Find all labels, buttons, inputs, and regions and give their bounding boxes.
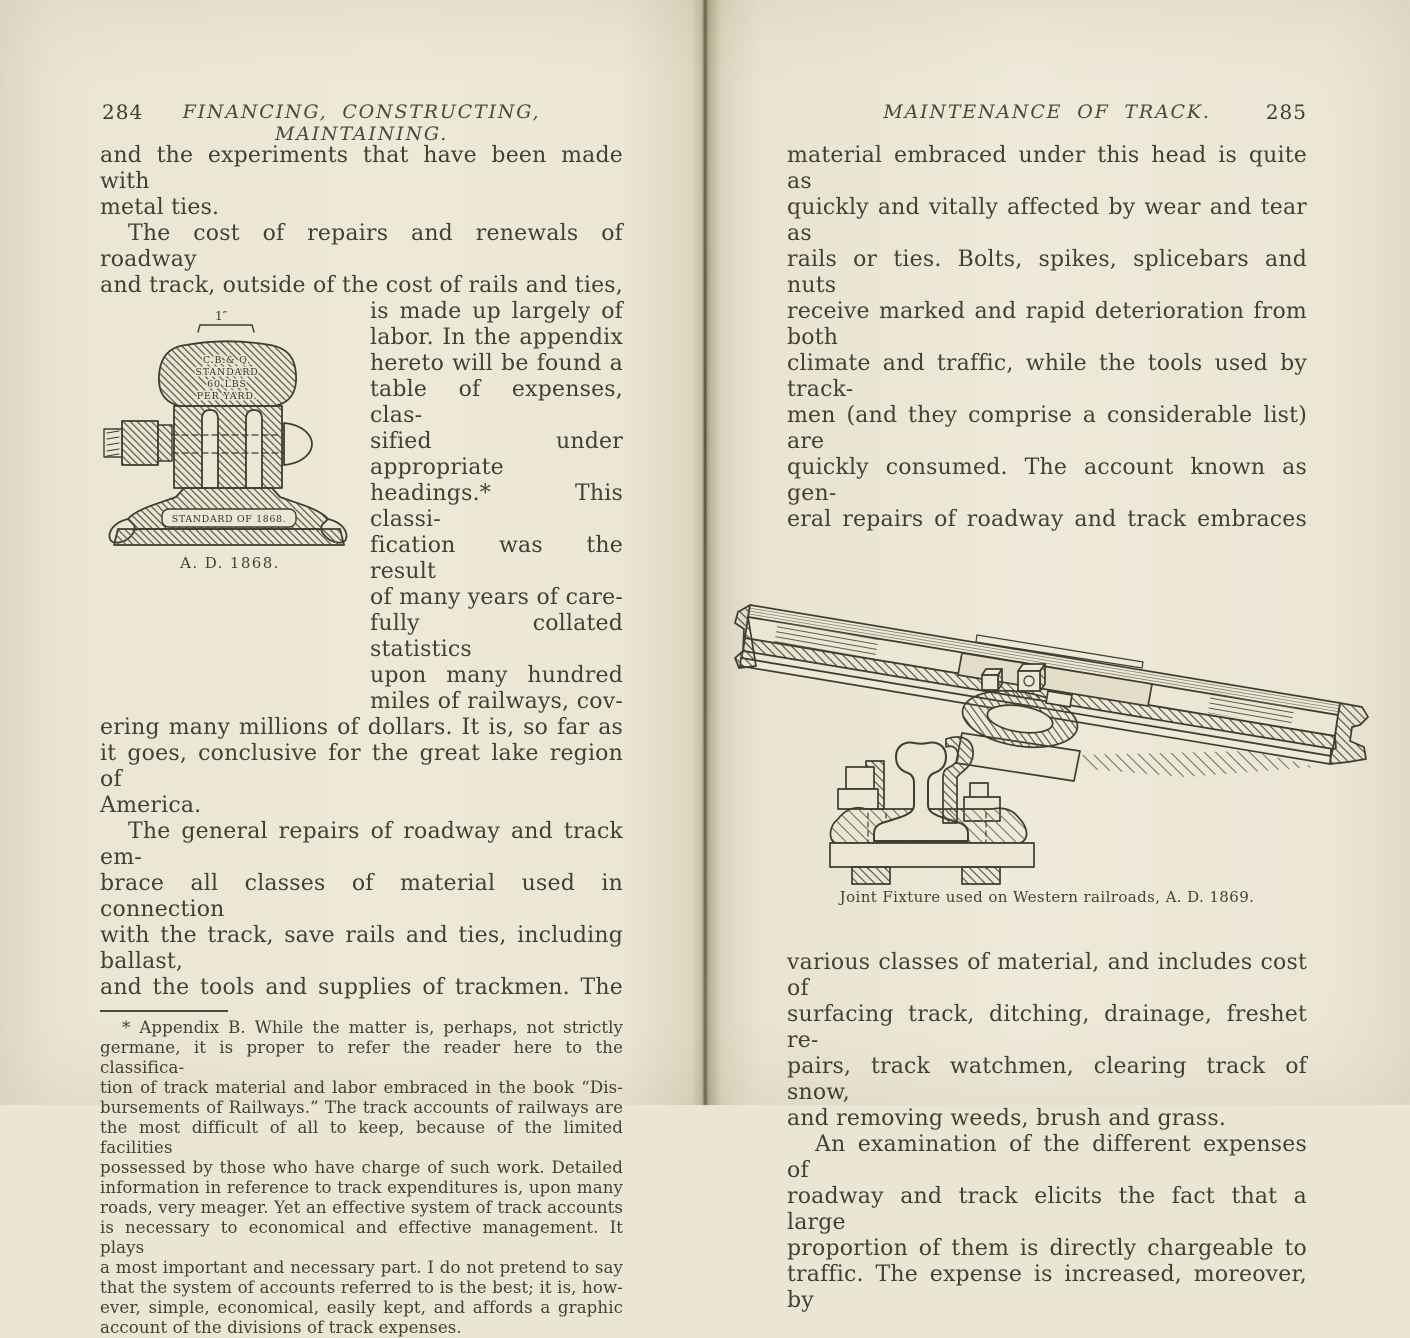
text-line: surfacing track, ditching, drainage, freshet re- (787, 1002, 1307, 1053)
footnote (100, 1018, 623, 1338)
figure-joint-caption: Joint Fixture used on Western railroads, A. D. 1869. (839, 888, 1255, 906)
text-line: miles of railways, cov- (370, 689, 623, 714)
bolt-head-large (1018, 664, 1045, 691)
bolt-nut (122, 421, 158, 465)
text-line: ever, simple, economical, easily kept, and affords a graphic (100, 1298, 623, 1317)
text-line: metal ties. (100, 195, 220, 220)
text-line: receive marked and rapid deterioration from both (787, 299, 1307, 350)
text-line: climate and traffic, while the tools used by track- (787, 351, 1307, 402)
text-line: that the system of accounts referred to is the best; it is, how- (100, 1278, 623, 1297)
left-paragraph-1 (100, 143, 623, 299)
text-line: bursements of Railways.” The track accounts of railways are (100, 1098, 623, 1117)
text-line: is made up largely of (370, 299, 623, 324)
text-line: roads, very meager. Yet an effective system of track accounts (100, 1198, 623, 1217)
joint-fixture-diagram (730, 555, 1370, 885)
scale-mark (198, 325, 254, 332)
scale-label: 1″ (214, 309, 228, 323)
base-label: STANDARD OF 1868. (171, 514, 287, 525)
text-line: table of expenses, clas- (370, 377, 623, 428)
text-line: fication was the result (370, 533, 623, 584)
left-page-number: 284 (102, 100, 144, 124)
left-running-head-row (100, 99, 623, 145)
rail-head-label-2: STANDARD (195, 367, 259, 378)
text-line: germane, it is proper to refer the reader here to the classifica- (100, 1038, 623, 1077)
text-line: material embraced under this head is quite as (787, 143, 1307, 194)
base-slab (114, 529, 344, 545)
figure-joint-fixture (787, 555, 1307, 906)
text-line: An examination of the different expenses of (787, 1132, 1307, 1183)
text-line: rails or ties. Bolts, spikes, splicebars and nuts (787, 247, 1307, 298)
right-page (787, 0, 1307, 1314)
text-line: brace all classes of material used in connection (100, 871, 623, 922)
text-line: and removing weeds, brush and grass. (787, 1106, 1227, 1131)
bolt-head-small (982, 669, 1002, 690)
left-page (100, 0, 623, 1338)
text-line: pairs, track watchmen, clearing track of snow, (787, 1054, 1307, 1105)
rail-head-label-4: PER YARD. (196, 391, 258, 402)
text-line: the most difficult of all to keep, because of the limited facilities (100, 1118, 623, 1157)
bolt-washer (158, 425, 172, 461)
text-line: with the track, save rails and ties, including ballast, (100, 923, 623, 974)
text-line: upon many hundred (370, 663, 623, 688)
text-line: * Appendix B. While the matter is, perhaps, not strictly (122, 1018, 623, 1037)
text-line: America. (100, 793, 202, 818)
text-line: The general repairs of roadway and track em- (100, 819, 623, 870)
book-gutter (704, 0, 706, 1105)
rail-section-diagram (100, 303, 360, 553)
text-line: and the tools and supplies of trackmen. The (100, 975, 623, 1000)
text-line: it goes, conclusive for the great lake region of (100, 741, 623, 792)
text-line: and track, outside of the cost of rails and ties, (100, 273, 623, 298)
text-line: labor. In the appendix (370, 325, 623, 350)
text-line: quickly consumed. The account known as gen- (787, 455, 1307, 506)
text-line: The cost of repairs and renewals of roadway (100, 221, 623, 272)
text-line: account of the divisions of track expenses. (100, 1318, 462, 1337)
splice-block (174, 406, 282, 488)
right-running-head-row (787, 99, 1307, 125)
left-running-head: FINANCING, CONSTRUCTING, MAINTAINING. (182, 101, 541, 145)
text-line: tion of track material and labor embraced in the book “Dis- (100, 1078, 623, 1097)
text-line: headings.* This classi- (370, 481, 623, 532)
rail-head-label-1: C.B.& Q. (202, 355, 252, 366)
web-channel-right (246, 410, 262, 488)
right-page-number: 285 (1265, 100, 1307, 124)
text-line: traffic. The expense is increased, moreover, by (787, 1262, 1307, 1313)
left-wrapped-paragraph (370, 299, 623, 715)
text-line: sified under appropriate (370, 429, 623, 480)
left-paragraph-2 (100, 715, 623, 1001)
text-line: and the experiments that have been made with (100, 143, 623, 194)
text-line: eral repairs of roadway and track embraces (787, 507, 1307, 532)
left-wrap-row (100, 299, 623, 715)
text-line: quickly and vitally affected by wear and tear as (787, 195, 1307, 246)
right-running-head: MAINTENANCE OF TRACK. (883, 101, 1211, 123)
bolt-round-head (284, 423, 312, 465)
text-line: information in reference to track expenditures is, upon many (100, 1178, 623, 1197)
figure-1868-caption: A. D. 1868. (180, 554, 280, 572)
text-line: is necessary to economical and effective management. It plays (100, 1218, 623, 1257)
text-line: proportion of them is directly chargeable to (787, 1236, 1307, 1261)
text-line: ering many millions of dollars. It is, so far as (100, 715, 623, 740)
text-line: of many years of care- (370, 585, 623, 610)
footnote-rule (100, 1010, 228, 1012)
web-channel-left (202, 410, 218, 488)
figure-rail-section-1868 (100, 299, 370, 715)
text-line: various classes of material, and includes cost of (787, 950, 1307, 1001)
text-line: hereto will be found a (370, 351, 623, 376)
right-paragraph-3 (787, 1132, 1307, 1314)
rail-head-label-3: 60 LBS (207, 379, 247, 390)
text-line: roadway and track elicits the fact that a large (787, 1184, 1307, 1235)
text-line: fully collated statistics (370, 611, 623, 662)
right-paragraph-1 (787, 143, 1307, 533)
text-line: possessed by those who have charge of such work. Detailed (100, 1158, 623, 1177)
text-line: a most important and necessary part. I do not pretend to say (100, 1258, 623, 1277)
text-line: men (and they comprise a considerable list) are (787, 403, 1307, 454)
